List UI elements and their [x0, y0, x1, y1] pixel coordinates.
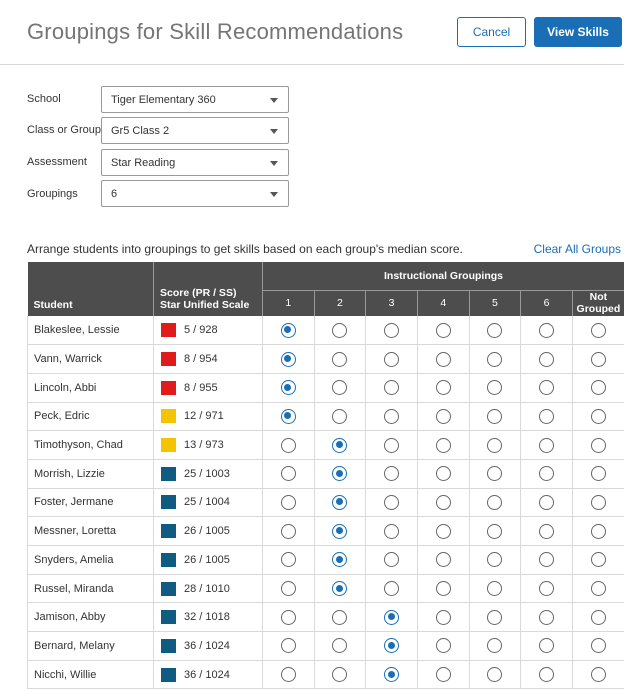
group-2-radio[interactable] — [332, 552, 347, 567]
group-5-radio[interactable] — [487, 352, 502, 367]
group-2-radio[interactable] — [332, 581, 347, 596]
group-4-radio[interactable] — [436, 352, 451, 367]
group-1-radio[interactable] — [281, 667, 296, 682]
group-6-radio[interactable] — [539, 466, 554, 481]
group-1-radio[interactable] — [281, 552, 296, 567]
score-value: 25 / 1004 — [184, 496, 230, 509]
not-grouped-cell — [572, 402, 624, 431]
group-1-cell — [263, 574, 315, 603]
score-band-swatch — [161, 553, 176, 567]
group-5-radio[interactable] — [487, 323, 502, 338]
table-row — [28, 603, 624, 632]
group-6-radio[interactable] — [539, 495, 554, 510]
page-header — [0, 0, 624, 65]
not-grouped-cell — [572, 603, 624, 632]
group-3-radio[interactable] — [384, 667, 399, 682]
group-4-cell — [417, 603, 469, 632]
not-grouped-radio[interactable] — [591, 552, 606, 567]
group-5-radio[interactable] — [487, 409, 502, 424]
score-band-swatch — [161, 467, 176, 481]
group-5-cell — [469, 316, 521, 345]
group-2-cell — [314, 316, 366, 345]
group-3-cell — [366, 660, 418, 689]
group-1-radio[interactable] — [281, 581, 296, 596]
view-skills-button[interactable]: View Skills — [534, 17, 622, 47]
group-5-cell — [469, 431, 521, 460]
group-3-header: 3 — [366, 290, 418, 316]
group-6-radio[interactable] — [539, 524, 554, 539]
table-row — [28, 402, 624, 431]
student-name: Bernard, Melany — [28, 632, 154, 661]
not-grouped-cell — [572, 517, 624, 546]
group-5-cell — [469, 603, 521, 632]
group-6-cell — [521, 431, 573, 460]
score-band-swatch — [161, 610, 176, 624]
group-6-cell — [521, 660, 573, 689]
group-1-cell — [263, 459, 315, 488]
group-2-radio[interactable] — [332, 638, 347, 653]
chevron-down-icon — [270, 161, 278, 166]
group-5-radio[interactable] — [487, 581, 502, 596]
group-4-radio[interactable] — [436, 610, 451, 625]
chevron-down-icon — [270, 129, 278, 134]
group-1-cell — [263, 345, 315, 374]
group-3-radio[interactable] — [384, 552, 399, 567]
score-value: 26 / 1005 — [184, 553, 230, 566]
student-score — [154, 345, 263, 374]
group-3-cell — [366, 459, 418, 488]
group-2-cell — [314, 488, 366, 517]
school-select[interactable] — [101, 86, 289, 113]
group-5-radio[interactable] — [487, 380, 502, 395]
group-5-cell — [469, 660, 521, 689]
group-4-cell — [417, 373, 469, 402]
group-4-cell — [417, 345, 469, 374]
group-6-cell — [521, 373, 573, 402]
group-3-cell — [366, 345, 418, 374]
group-4-cell — [417, 488, 469, 517]
table-row — [28, 459, 624, 488]
school-select-value: Tiger Elementary 360 — [111, 93, 216, 106]
class-label: Class or Group — [27, 124, 101, 136]
assessment-select-value: Star Reading — [111, 156, 176, 169]
group-3-cell — [366, 488, 418, 517]
group-1-radio[interactable] — [281, 438, 296, 453]
not-grouped-radio[interactable] — [591, 352, 606, 367]
group-5-cell — [469, 402, 521, 431]
group-1-cell — [263, 402, 315, 431]
group-2-radio[interactable] — [332, 610, 347, 625]
score-band-swatch — [161, 323, 176, 337]
group-2-cell — [314, 459, 366, 488]
student-name: Messner, Loretta — [28, 517, 154, 546]
score-value: 28 / 1010 — [184, 582, 230, 595]
groupings-label: Groupings — [27, 188, 78, 200]
score-value: 36 / 1024 — [184, 668, 230, 681]
group-1-radio[interactable] — [281, 323, 296, 338]
score-value: 5 / 928 — [184, 324, 218, 337]
group-4-radio[interactable] — [436, 524, 451, 539]
score-band-swatch — [161, 582, 176, 596]
group-5-header: 5 — [469, 290, 521, 316]
not-grouped-cell — [572, 345, 624, 374]
groupings-table — [27, 262, 624, 689]
group-6-cell — [521, 459, 573, 488]
group-2-cell — [314, 517, 366, 546]
group-4-cell — [417, 660, 469, 689]
not-grouped-radio[interactable] — [591, 638, 606, 653]
group-2-radio[interactable] — [332, 438, 347, 453]
groupings-select-value: 6 — [111, 187, 118, 200]
group-3-radio[interactable] — [384, 380, 399, 395]
score-value: 12 / 971 — [184, 410, 224, 423]
group-3-radio[interactable] — [384, 352, 399, 367]
score-value: 36 / 1024 — [184, 639, 230, 652]
table-row — [28, 632, 624, 661]
score-value: 32 / 1018 — [184, 611, 230, 624]
group-4-cell — [417, 431, 469, 460]
student-score — [154, 574, 263, 603]
group-6-radio[interactable] — [539, 409, 554, 424]
student-score — [154, 316, 263, 345]
table-row — [28, 517, 624, 546]
group-6-radio[interactable] — [539, 667, 554, 682]
group-3-cell — [366, 517, 418, 546]
student-name: Morrish, Lizzie — [28, 459, 154, 488]
score-value: 25 / 1003 — [184, 467, 230, 480]
group-6-cell — [521, 574, 573, 603]
student-name: Snyders, Amelia — [28, 546, 154, 575]
table-row — [28, 316, 624, 345]
not-grouped-radio[interactable] — [591, 380, 606, 395]
group-4-radio[interactable] — [436, 552, 451, 567]
group-6-cell — [521, 546, 573, 575]
group-5-cell — [469, 459, 521, 488]
group-6-radio[interactable] — [539, 638, 554, 653]
group-5-cell — [469, 632, 521, 661]
group-1-radio[interactable] — [281, 409, 296, 424]
score-band-swatch — [161, 495, 176, 509]
not-grouped-radio[interactable] — [591, 466, 606, 481]
group-6-radio[interactable] — [539, 610, 554, 625]
group-4-radio[interactable] — [436, 438, 451, 453]
group-2-radio[interactable] — [332, 352, 347, 367]
group-3-cell — [366, 603, 418, 632]
group-1-radio[interactable] — [281, 495, 296, 510]
group-2-radio[interactable] — [332, 323, 347, 338]
group-2-cell — [314, 345, 366, 374]
score-header-line2: Star Unified Scale — [160, 299, 250, 311]
group-4-cell — [417, 546, 469, 575]
group-2-cell — [314, 373, 366, 402]
group-4-radio[interactable] — [436, 638, 451, 653]
group-1-header: 1 — [263, 290, 315, 316]
not-grouped-radio[interactable] — [591, 610, 606, 625]
score-value: 8 / 954 — [184, 353, 218, 366]
group-5-radio[interactable] — [487, 438, 502, 453]
instructions-text: Arrange students into groupings to get skills based on each group's median score. — [27, 242, 463, 256]
group-2-cell — [314, 603, 366, 632]
student-score — [154, 488, 263, 517]
group-6-cell — [521, 402, 573, 431]
student-rows — [28, 316, 624, 689]
score-value: 13 / 973 — [184, 439, 224, 452]
cancel-button[interactable]: Cancel — [457, 17, 526, 47]
group-4-radio[interactable] — [436, 380, 451, 395]
student-name: Peck, Edric — [28, 402, 154, 431]
chevron-down-icon — [270, 98, 278, 103]
group-2-cell — [314, 632, 366, 661]
group-1-cell — [263, 517, 315, 546]
group-1-radio[interactable] — [281, 466, 296, 481]
group-2-radio[interactable] — [332, 409, 347, 424]
group-1-radio[interactable] — [281, 524, 296, 539]
group-2-radio[interactable] — [332, 495, 347, 510]
student-score — [154, 546, 263, 575]
group-5-cell — [469, 574, 521, 603]
score-band-swatch — [161, 639, 176, 653]
group-1-cell — [263, 603, 315, 632]
group-1-cell — [263, 660, 315, 689]
group-3-radio[interactable] — [384, 495, 399, 510]
student-name: Blakeslee, Lessie — [28, 316, 154, 345]
group-5-radio[interactable] — [487, 552, 502, 567]
not-grouped-radio[interactable] — [591, 667, 606, 682]
group-4-radio[interactable] — [436, 466, 451, 481]
group-1-cell — [263, 373, 315, 402]
group-6-cell — [521, 316, 573, 345]
group-3-cell — [366, 431, 418, 460]
group-6-radio[interactable] — [539, 581, 554, 596]
groupings-select[interactable] — [101, 180, 289, 207]
not-grouped-cell — [572, 488, 624, 517]
score-band-swatch — [161, 524, 176, 538]
student-score — [154, 373, 263, 402]
score-value: 8 / 955 — [184, 381, 218, 394]
group-1-radio[interactable] — [281, 352, 296, 367]
student-name: Russel, Miranda — [28, 574, 154, 603]
class-select[interactable] — [101, 117, 289, 144]
not-grouped-cell — [572, 574, 624, 603]
table-row — [28, 431, 624, 460]
student-score — [154, 459, 263, 488]
group-3-radio[interactable] — [384, 438, 399, 453]
group-4-cell — [417, 574, 469, 603]
group-5-radio[interactable] — [487, 667, 502, 682]
group-3-radio[interactable] — [384, 409, 399, 424]
chevron-down-icon — [270, 192, 278, 197]
group-2-radio[interactable] — [332, 380, 347, 395]
group-6-cell — [521, 603, 573, 632]
not-grouped-header: Not Grouped — [572, 290, 624, 316]
not-grouped-cell — [572, 316, 624, 345]
student-name: Lincoln, Abbi — [28, 373, 154, 402]
not-grouped-radio[interactable] — [591, 581, 606, 596]
group-6-cell — [521, 517, 573, 546]
group-4-header: 4 — [417, 290, 469, 316]
class-select-value: Gr5 Class 2 — [111, 124, 170, 137]
score-band-swatch — [161, 668, 176, 682]
group-3-cell — [366, 546, 418, 575]
group-2-cell — [314, 660, 366, 689]
group-4-radio[interactable] — [436, 409, 451, 424]
clear-all-groups-link[interactable]: Clear All Groups — [533, 242, 621, 256]
group-6-radio[interactable] — [539, 352, 554, 367]
student-name: Foster, Jermane — [28, 488, 154, 517]
group-4-cell — [417, 517, 469, 546]
group-2-cell — [314, 546, 366, 575]
score-band-swatch — [161, 352, 176, 366]
student-score — [154, 603, 263, 632]
assessment-label: Assessment — [27, 156, 87, 168]
group-5-radio[interactable] — [487, 638, 502, 653]
group-5-radio[interactable] — [487, 495, 502, 510]
group-5-radio[interactable] — [487, 524, 502, 539]
group-4-radio[interactable] — [436, 667, 451, 682]
group-2-cell — [314, 574, 366, 603]
group-4-radio[interactable] — [436, 581, 451, 596]
table-row — [28, 546, 624, 575]
group-1-radio[interactable] — [281, 610, 296, 625]
group-1-cell — [263, 632, 315, 661]
group-3-radio[interactable] — [384, 610, 399, 625]
school-label: School — [27, 93, 61, 105]
group-2-radio[interactable] — [332, 667, 347, 682]
table-row — [28, 660, 624, 689]
group-6-radio[interactable] — [539, 438, 554, 453]
group-3-radio[interactable] — [384, 323, 399, 338]
score-header-line1: Score (PR / SS) — [160, 287, 237, 299]
group-4-radio[interactable] — [436, 323, 451, 338]
group-3-cell — [366, 574, 418, 603]
group-4-cell — [417, 316, 469, 345]
student-score — [154, 660, 263, 689]
group-6-radio[interactable] — [539, 323, 554, 338]
not-grouped-radio[interactable] — [591, 438, 606, 453]
group-6-cell — [521, 345, 573, 374]
score-band-swatch — [161, 409, 176, 423]
group-3-cell — [366, 632, 418, 661]
group-3-cell — [366, 402, 418, 431]
not-grouped-radio[interactable] — [591, 409, 606, 424]
group-6-header: 6 — [521, 290, 573, 316]
not-grouped-radio[interactable] — [591, 323, 606, 338]
group-1-cell — [263, 431, 315, 460]
group-1-cell — [263, 546, 315, 575]
table-row — [28, 373, 624, 402]
group-3-radio[interactable] — [384, 466, 399, 481]
group-3-cell — [366, 373, 418, 402]
assessment-select[interactable] — [101, 149, 289, 176]
student-score — [154, 402, 263, 431]
student-score — [154, 431, 263, 460]
group-1-cell — [263, 488, 315, 517]
score-band-swatch — [161, 381, 176, 395]
group-2-radio[interactable] — [332, 466, 347, 481]
not-grouped-cell — [572, 459, 624, 488]
student-column-header: Student — [28, 262, 154, 316]
not-grouped-cell — [572, 546, 624, 575]
group-5-cell — [469, 517, 521, 546]
group-5-cell — [469, 373, 521, 402]
student-name: Jamison, Abby — [28, 603, 154, 632]
group-4-radio[interactable] — [436, 495, 451, 510]
group-3-radio[interactable] — [384, 638, 399, 653]
student-score — [154, 517, 263, 546]
score-column-header — [154, 262, 263, 316]
not-grouped-radio[interactable] — [591, 495, 606, 510]
not-grouped-cell — [572, 660, 624, 689]
student-score — [154, 632, 263, 661]
group-6-cell — [521, 488, 573, 517]
group-3-cell — [366, 316, 418, 345]
group-5-radio[interactable] — [487, 610, 502, 625]
group-3-radio[interactable] — [384, 581, 399, 596]
group-6-radio[interactable] — [539, 380, 554, 395]
group-4-cell — [417, 632, 469, 661]
student-name: Vann, Warrick — [28, 345, 154, 374]
page-title: Groupings for Skill Recommendations — [27, 19, 404, 44]
score-value: 26 / 1005 — [184, 525, 230, 538]
group-5-cell — [469, 488, 521, 517]
not-grouped-cell — [572, 373, 624, 402]
group-4-cell — [417, 402, 469, 431]
groupings-table-container — [27, 262, 624, 689]
group-4-cell — [417, 459, 469, 488]
group-2-header: 2 — [314, 290, 366, 316]
group-5-radio[interactable] — [487, 466, 502, 481]
group-2-cell — [314, 431, 366, 460]
group-3-radio[interactable] — [384, 524, 399, 539]
not-grouped-cell — [572, 632, 624, 661]
group-5-cell — [469, 345, 521, 374]
group-2-radio[interactable] — [332, 524, 347, 539]
not-grouped-cell — [572, 431, 624, 460]
group-6-cell — [521, 632, 573, 661]
group-2-cell — [314, 402, 366, 431]
table-row — [28, 345, 624, 374]
student-name: Nicchi, Willie — [28, 660, 154, 689]
group-1-cell — [263, 316, 315, 345]
table-row — [28, 574, 624, 603]
not-grouped-radio[interactable] — [591, 524, 606, 539]
student-name: Timothyson, Chad — [28, 431, 154, 460]
table-row — [28, 488, 624, 517]
group-5-cell — [469, 546, 521, 575]
group-1-radio[interactable] — [281, 638, 296, 653]
instructional-groupings-header: Instructional Groupings — [263, 262, 624, 290]
group-6-radio[interactable] — [539, 552, 554, 567]
score-band-swatch — [161, 438, 176, 452]
group-1-radio[interactable] — [281, 380, 296, 395]
